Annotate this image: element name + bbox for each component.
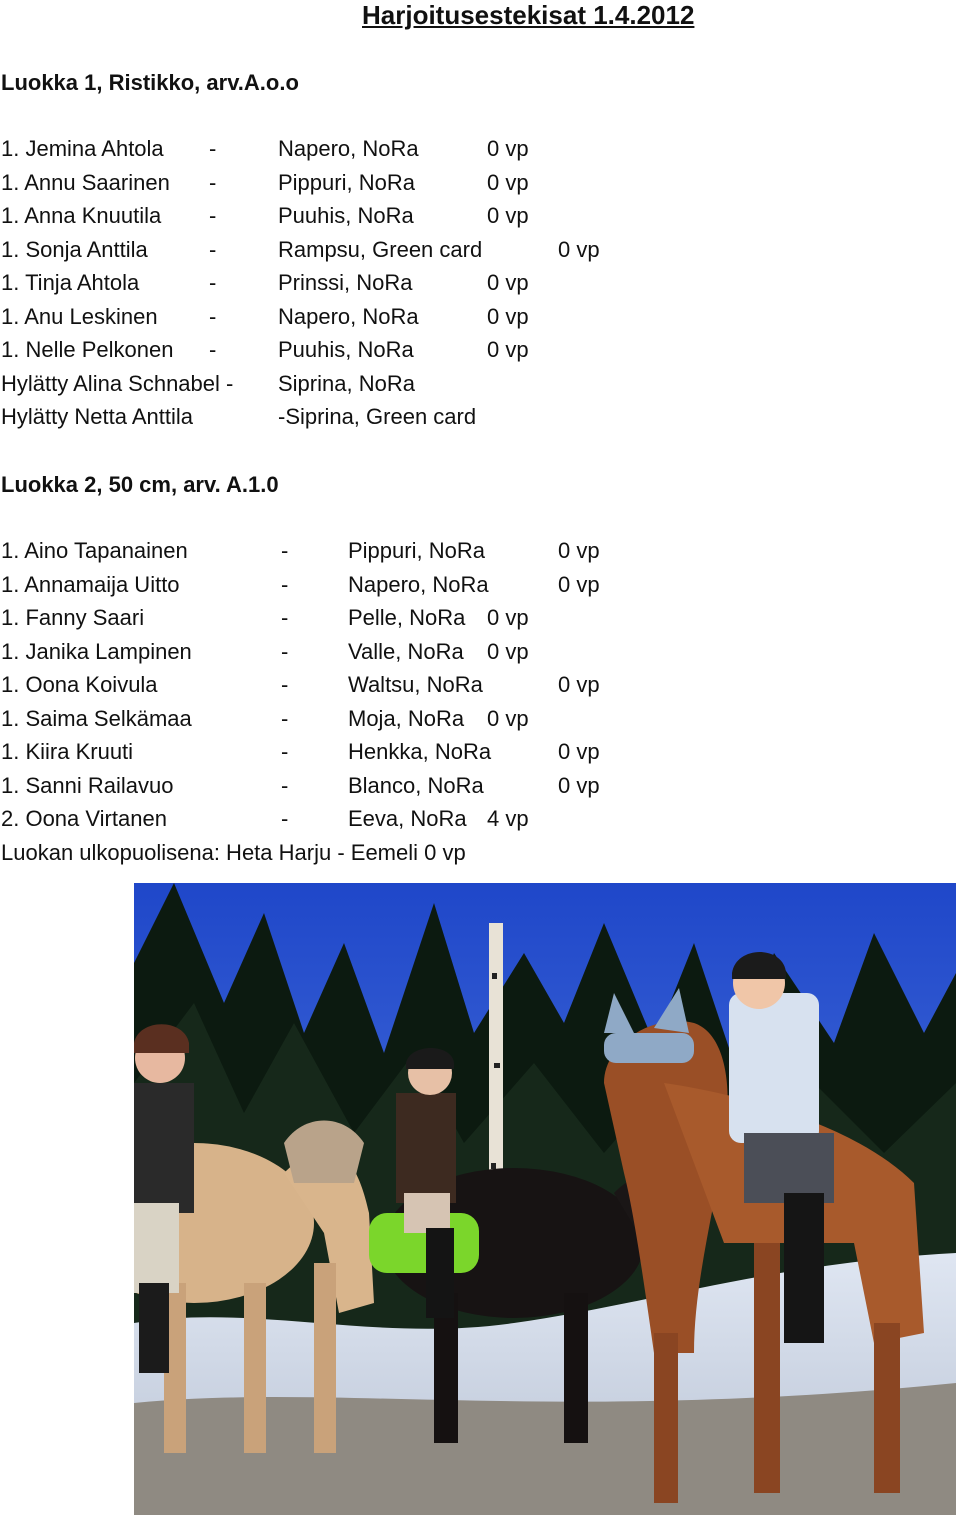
- horse-name: Pippuri, NoRa: [278, 170, 415, 195]
- horse-name: Napero, NoRa: [278, 136, 419, 161]
- horse-name: Puuhis, NoRa: [278, 337, 414, 362]
- rider-name: 1. Sonja Anttila: [1, 237, 148, 262]
- rider-name: 1. Janika Lampinen: [1, 639, 192, 664]
- separator: -: [281, 773, 289, 798]
- horse-name: Prinssi, NoRa: [278, 270, 413, 295]
- outside-class-text: Luokan ulkopuolisena: Heta Harju - Eemeli 0 vp: [1, 840, 466, 865]
- separator: -: [281, 572, 289, 597]
- rider-name: 1. Nelle Pelkonen: [1, 337, 174, 362]
- rider-name: 1. Annu Saarinen: [1, 170, 170, 195]
- rider-name: 1. Kiira Kruuti: [1, 739, 134, 764]
- rider-name: 1. Anna Knuutila: [1, 203, 162, 228]
- penalty-points: 0 vp: [558, 773, 600, 798]
- separator: -: [209, 136, 217, 161]
- horse-name: Valle, NoRa: [348, 639, 464, 664]
- horse-name: Henkka, NoRa: [348, 739, 492, 764]
- rider-name: 1. Sanni Railavuo: [1, 773, 174, 798]
- separator: -: [281, 605, 289, 630]
- penalty-points: 0 vp: [487, 136, 529, 161]
- rider-name: 1. Jemina Ahtola: [1, 136, 164, 161]
- horse-name: Napero, NoRa: [348, 572, 489, 597]
- class1-heading: Luokka 1, Ristikko, arv.A.o.o: [1, 70, 299, 95]
- penalty-points: 0 vp: [487, 270, 529, 295]
- rider-name: Hylätty Alina Schnabel -: [1, 371, 234, 396]
- penalty-points: 0 vp: [558, 237, 600, 262]
- separator: -: [281, 739, 289, 764]
- separator: -: [209, 270, 217, 295]
- horse-name: Pelle, NoRa: [348, 605, 466, 630]
- penalty-points: 0 vp: [558, 538, 600, 563]
- penalty-points: 0 vp: [487, 203, 529, 228]
- horse-name: Rampsu, Green card: [278, 237, 483, 262]
- separator: -: [209, 304, 217, 329]
- rider-name: 1. Anu Leskinen: [1, 304, 158, 329]
- penalty-points: 0 vp: [558, 739, 600, 764]
- penalty-points: 4 vp: [487, 806, 529, 831]
- horse-name: Waltsu, NoRa: [348, 672, 483, 697]
- penalty-points: 0 vp: [487, 170, 529, 195]
- rider-name: 2. Oona Virtanen: [1, 806, 167, 831]
- penalty-points: 0 vp: [487, 706, 529, 731]
- horse-name: Eeva, NoRa: [348, 806, 467, 831]
- horse-name: Puuhis, NoRa: [278, 203, 414, 228]
- penalty-points: 0 vp: [558, 672, 600, 697]
- penalty-points: 0 vp: [487, 639, 529, 664]
- horse-name: Siprina, NoRa: [278, 371, 415, 396]
- rider-name: 1. Saima Selkämaa: [1, 706, 192, 731]
- separator: -: [209, 337, 217, 362]
- rider-name: 1. Oona Koivula: [1, 672, 158, 697]
- separator: -: [281, 806, 289, 831]
- rider-name: 1. Aino Tapanainen: [1, 538, 188, 563]
- penalty-points: 0 vp: [487, 304, 529, 329]
- separator: -: [209, 237, 217, 262]
- penalty-points: 0 vp: [558, 572, 600, 597]
- rider-name: Hylätty Netta Anttila: [1, 404, 193, 429]
- horse-name: Pippuri, NoRa: [348, 538, 485, 563]
- rider-name: 1. Fanny Saari: [1, 605, 145, 630]
- separator: -: [281, 706, 289, 731]
- penalty-points: 0 vp: [487, 605, 529, 630]
- horse-name: -Siprina, Green card: [278, 404, 477, 429]
- horse-name: Napero, NoRa: [278, 304, 419, 329]
- class2-heading: Luokka 2, 50 cm, arv. A.1.0: [1, 472, 279, 497]
- horse-name: Moja, NoRa: [348, 706, 465, 731]
- separator: -: [281, 672, 289, 697]
- separator: -: [209, 170, 217, 195]
- rider-name: 1. Annamaija Uitto: [1, 572, 180, 597]
- page-title: Harjoitusestekisat 1.4.2012: [362, 0, 695, 30]
- penalty-points: 0 vp: [487, 337, 529, 362]
- separator: -: [209, 203, 217, 228]
- riders-photo: [134, 883, 956, 1515]
- separator: -: [281, 538, 289, 563]
- horse-name: Blanco, NoRa: [348, 773, 484, 798]
- separator: -: [281, 639, 289, 664]
- rider-name: 1. Tinja Ahtola: [1, 270, 140, 295]
